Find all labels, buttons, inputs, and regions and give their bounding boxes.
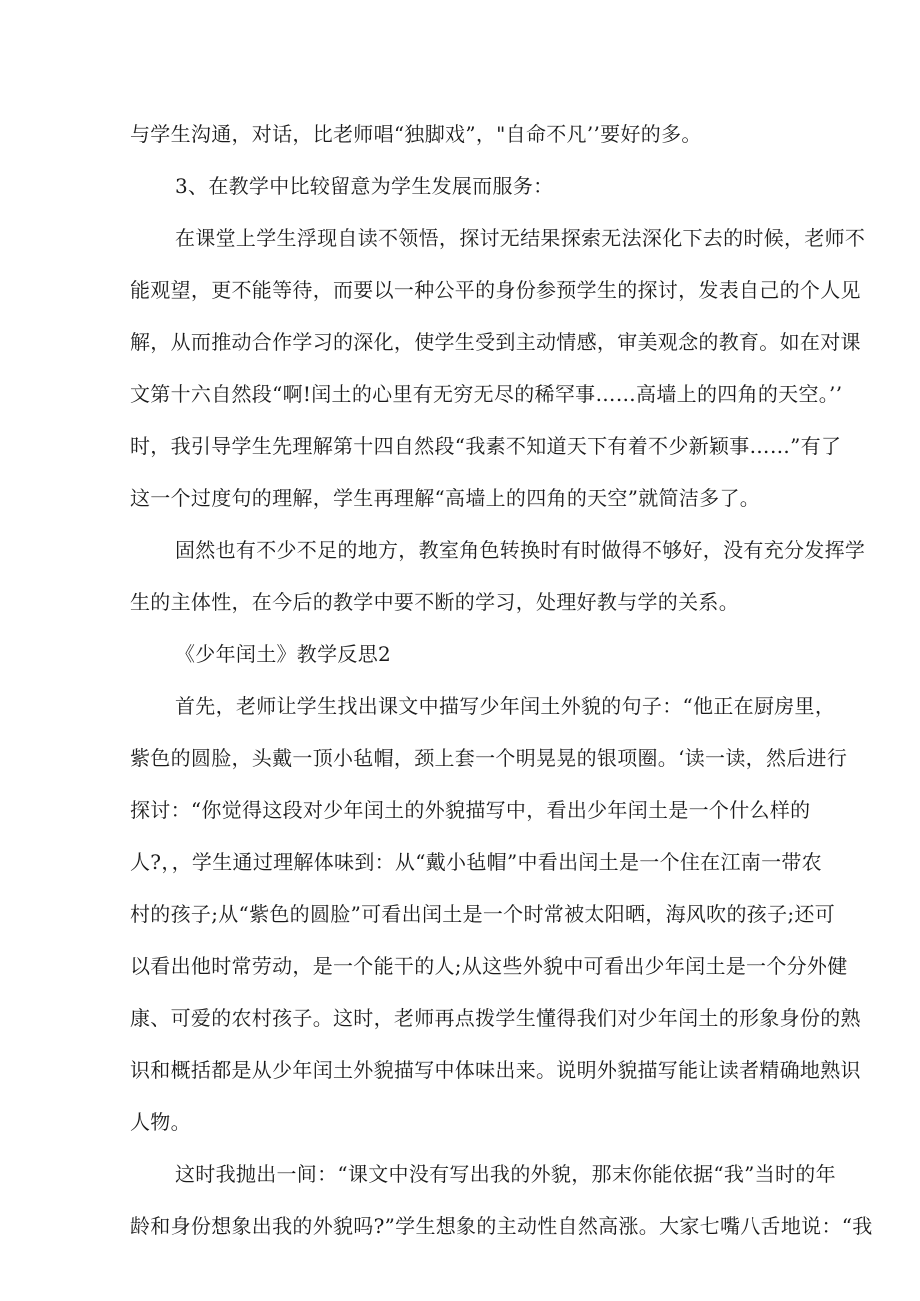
text-line-1: 与学生沟通，对话，比老师唱“独脚戏”，"自命不凡’’要好的多。 bbox=[130, 122, 702, 146]
text-line-16: 村的孩子;从“紫色的圆脸”可看出闰土是一个时常被太阳晒，海风吹的孩子;还可 bbox=[130, 902, 836, 926]
section-heading: 《少年闰土》教学反思2 bbox=[175, 642, 392, 666]
text-line-7: 时，我引导学生先理解第十四自然段“我素不知道天下有着不少新颖事……”有了 bbox=[130, 434, 842, 458]
text-line-2: 3、在教学中比较留意为学生发展而服务： bbox=[175, 174, 554, 198]
text-line-6: 文第十六自然段“啊!闰土的心里有无穷无尽的稀罕事……高墙上的四角的天空。’’ bbox=[130, 382, 843, 406]
text-line-19: 识和概括都是从少年闰土外貌描写中体味出来。说明外貌描写能让读者精确地熟识 bbox=[130, 1058, 861, 1082]
text-line-4: 能观望，更不能等待，而要以一种公平的身份参预学生的探讨，发表自己的个人见 bbox=[130, 278, 861, 302]
text-line-22: 龄和身份想象出我的外貌吗?”学生想象的主动性自然高涨。大家七嘴八舌地说：“我 bbox=[130, 1214, 873, 1238]
text-line-3: 在课堂上学生浮现自读不领悟，探讨无结果探索无法深化下去的时候，老师不 bbox=[175, 226, 866, 250]
text-line-20: 人物。 bbox=[130, 1110, 191, 1134]
text-line-5: 解，从而推动合作学习的深化，使学生受到主动情感，审美观念的教育。如在对课 bbox=[130, 330, 861, 354]
text-line-18: 康、可爱的农村孩子。这时，老师再点拨学生懂得我们对少年闰土的形象身份的熟 bbox=[130, 1006, 861, 1030]
text-line-13: 紫色的圆脸，头戴一顶小毡帽，颈上套一个明晃晃的银项圈。‘读一读，然后进行 bbox=[130, 746, 848, 770]
text-line-9: 固然也有不少不足的地方，教室角色转换时有时做得不够好，没有充分发挥学 bbox=[175, 538, 866, 562]
text-line-14: 探讨：“你觉得这段对少年闰土的外貌描写中，看出少年闰土是一个什么样的 bbox=[130, 798, 811, 822]
text-line-12: 首先，老师让学生找出课文中描写少年闰土外貌的句子：“他正在厨房里， bbox=[175, 694, 836, 718]
text-line-15: 人?，，学生通过理解体味到：从“戴小毡帽”中看出闰土是一个住在江南一带农 bbox=[130, 850, 822, 874]
text-line-17: 以看出他时常劳动，是一个能干的人;从这些外貌中可看出少年闰土是一个分外健 bbox=[130, 954, 848, 978]
text-line-8: 这一个过度句的理解，学生再理解“高墙上的四角的天空”就简洁多了。 bbox=[130, 486, 761, 510]
text-line-21: 这时我抛出一间：“课文中没有写出我的外貌，那末你能依据“我”当时的年 bbox=[175, 1162, 836, 1186]
text-line-10: 生的主体性，在今后的教学中要不断的学习，处理好教与学的关系。 bbox=[130, 590, 739, 614]
